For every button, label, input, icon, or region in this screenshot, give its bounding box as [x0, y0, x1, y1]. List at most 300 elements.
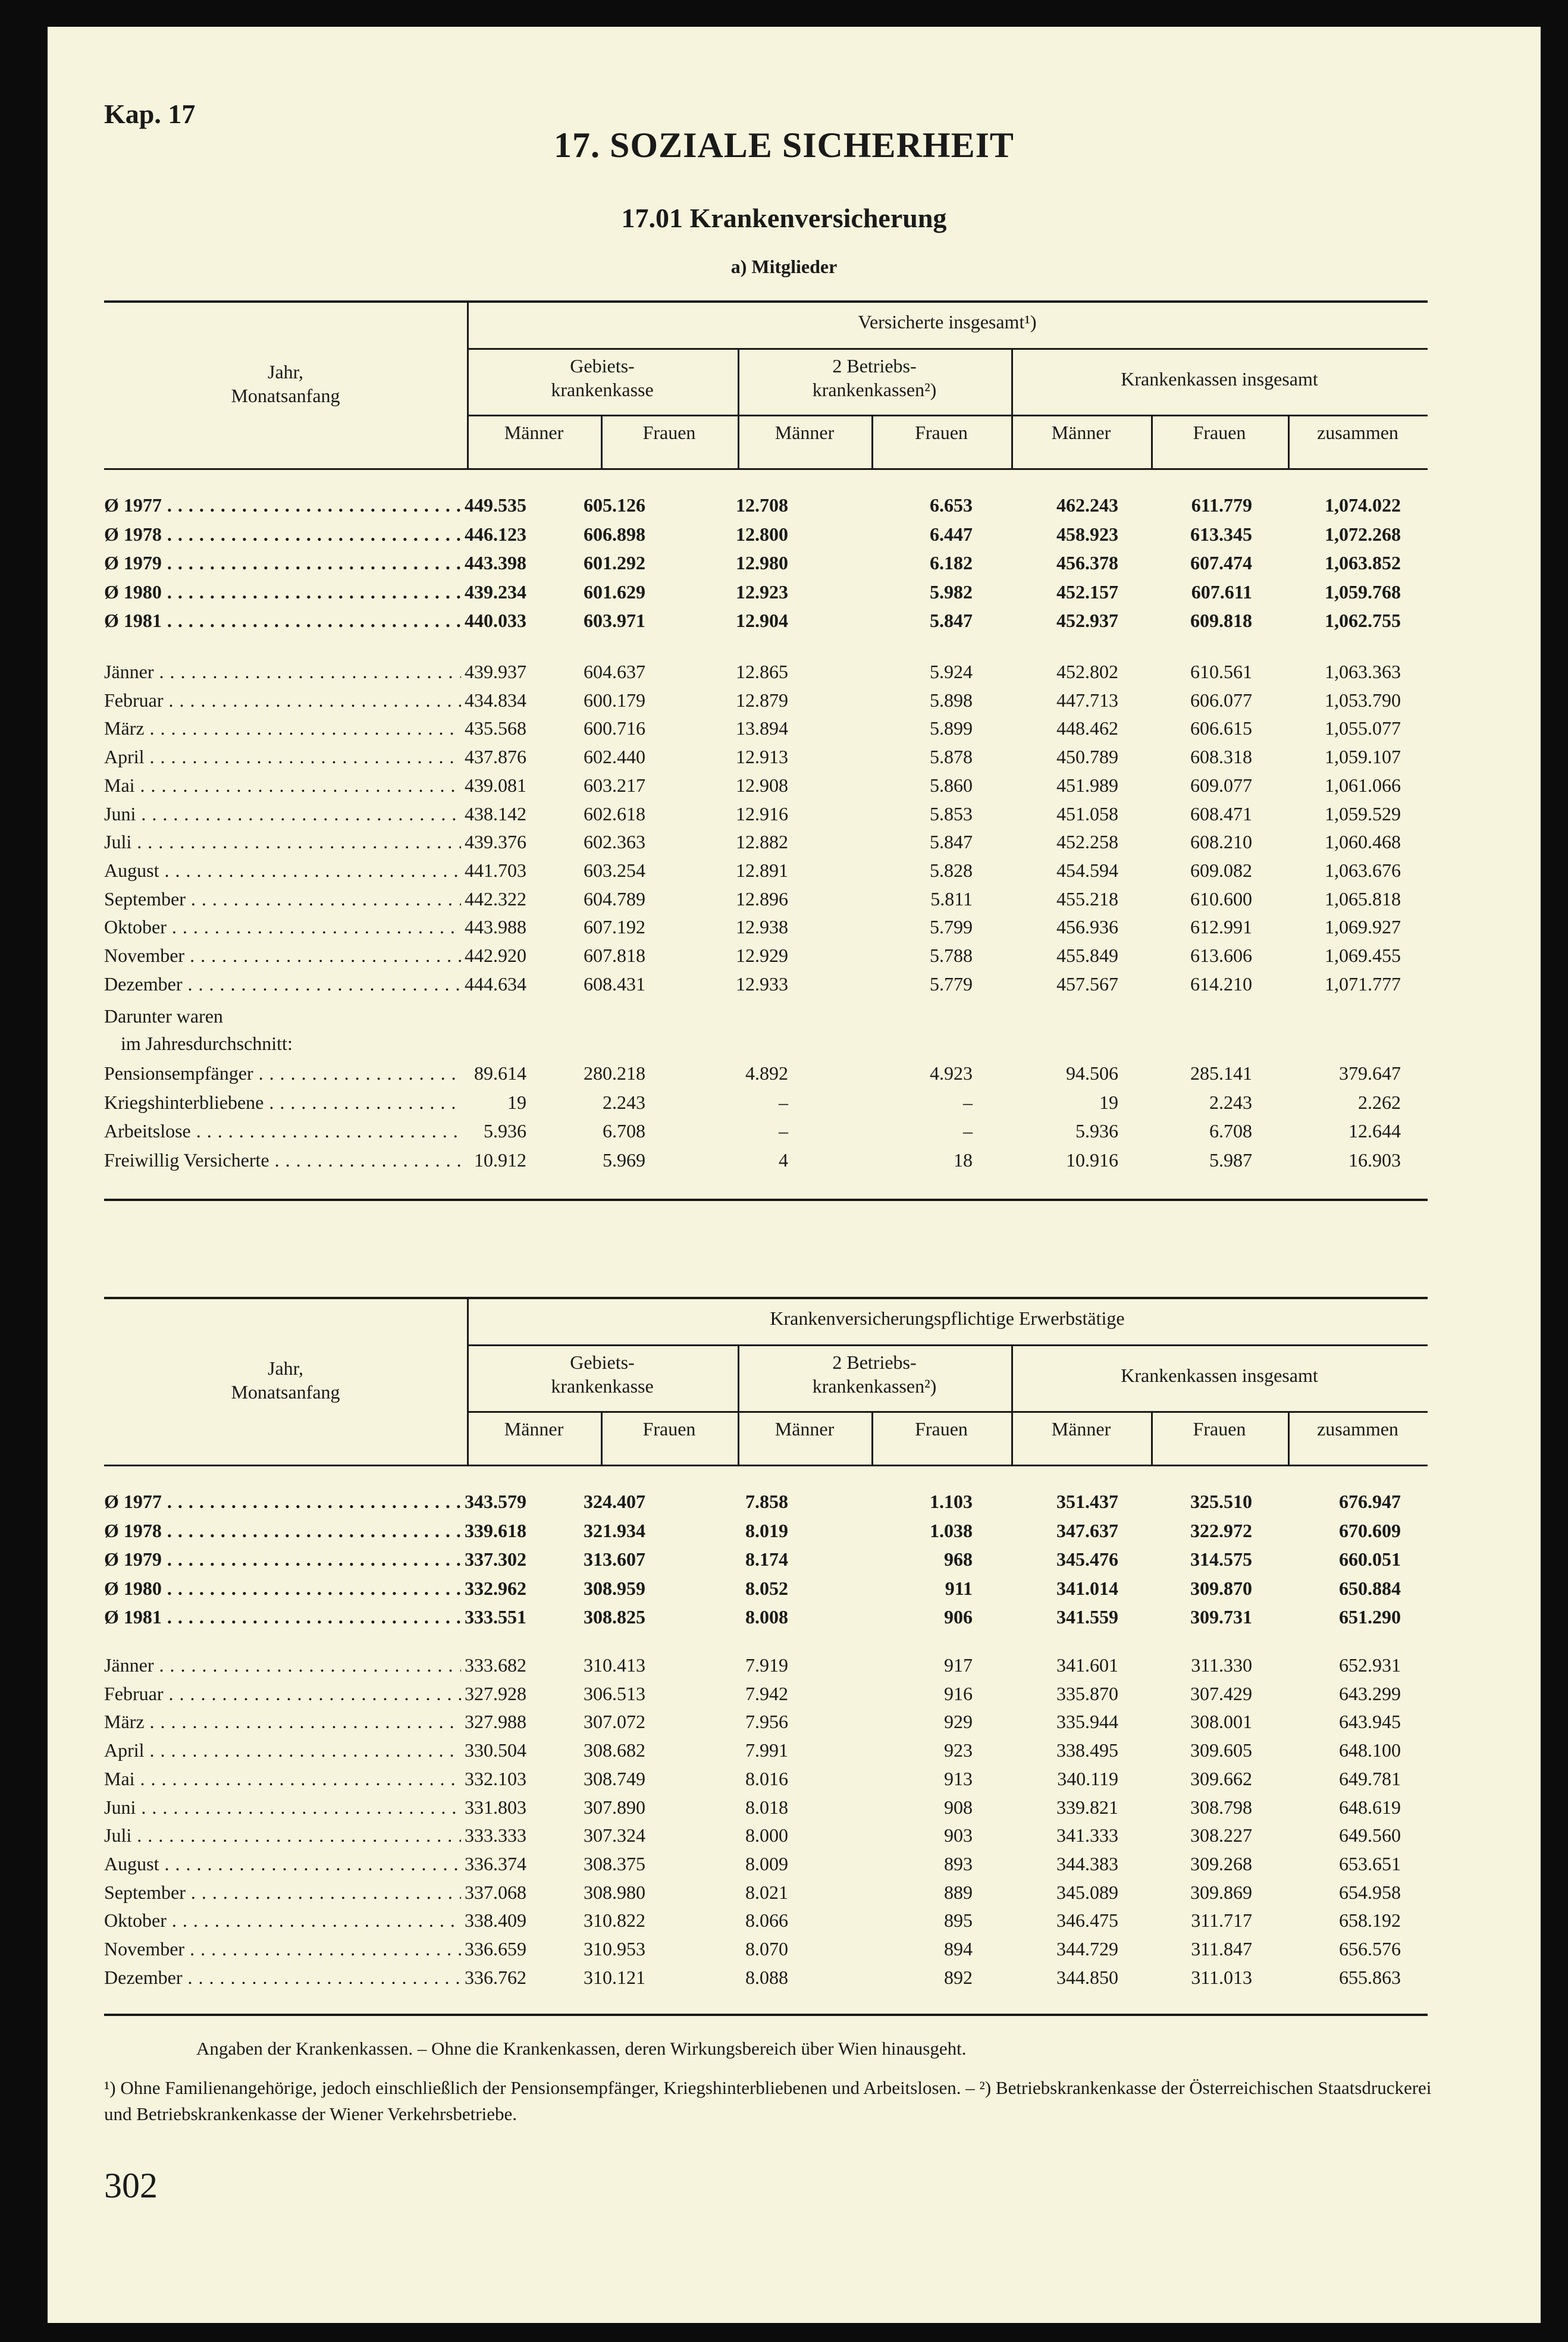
cell-value: 5.982: [930, 581, 973, 603]
cell-value: 601.629: [584, 581, 645, 603]
cell-value: 906: [944, 1606, 973, 1628]
cell-value: 1,069.455: [1325, 945, 1401, 966]
cell-value: 447.713: [1056, 689, 1118, 711]
column-divider: [1288, 415, 1290, 468]
cell-value: 336.659: [465, 1938, 526, 1959]
table-bottom-rule: [104, 2014, 1428, 2016]
cell-value: 332.962: [465, 1577, 526, 1599]
cell-value: 5.779: [930, 973, 973, 995]
cell-value: 8.066: [745, 1910, 788, 1932]
cell-value: 280.218: [584, 1062, 645, 1084]
cell-value: 439.376: [465, 831, 526, 853]
month-row: [104, 970, 1428, 998]
cell-value: 311.717: [1191, 1910, 1252, 1932]
column-header: Frauen: [642, 422, 696, 443]
cell-value: 649.560: [1339, 1824, 1401, 1846]
average-row: [104, 606, 1428, 635]
cell-value: 307.324: [584, 1824, 645, 1846]
column-header: Frauen: [1193, 1418, 1246, 1440]
cell-value: 12.882: [736, 831, 788, 853]
cell-value: 12.929: [736, 945, 788, 966]
cell-value: 457.567: [1056, 973, 1118, 995]
cell-value: 602.440: [584, 746, 645, 768]
column-header: Frauen: [915, 422, 968, 443]
month-row: [104, 1736, 1428, 1764]
column-group-header: [467, 354, 738, 402]
cell-value: 5.969: [603, 1149, 645, 1171]
average-row: [104, 491, 1428, 519]
cell-value: 456.378: [1056, 552, 1118, 573]
cell-value: 10.916: [1066, 1149, 1118, 1171]
subheading-line: Darunter waren: [104, 1005, 223, 1027]
cell-value: 913: [944, 1767, 973, 1789]
cell-value: 308.980: [584, 1881, 645, 1903]
month-row: [104, 800, 1428, 828]
cell-value: 347.637: [1056, 1519, 1118, 1541]
column-group-label: Gebiets-: [570, 355, 635, 377]
cell-value: 333.333: [465, 1824, 526, 1846]
row-label: Ø 1981 . . .: [104, 1603, 461, 1631]
row-label: Februar . . .: [104, 686, 461, 714]
cell-value: 16.903: [1349, 1149, 1401, 1171]
table-top-rule: [104, 1297, 1428, 1299]
cell-value: 916: [944, 1682, 973, 1704]
cell-value: 600.716: [584, 717, 645, 739]
cell-value: 602.363: [584, 831, 645, 853]
cell-value: 1,060.468: [1325, 831, 1401, 853]
column-divider: [1151, 1411, 1153, 1465]
cell-value: 341.559: [1056, 1606, 1118, 1628]
cell-value: 8.088: [745, 1966, 788, 1988]
group-divider: [1011, 1344, 1013, 1465]
month-row: [104, 714, 1428, 742]
month-row: [104, 1793, 1428, 1821]
row-label: November . . .: [104, 941, 461, 970]
cell-value: 12.891: [736, 859, 788, 881]
cell-value: 1.103: [930, 1491, 973, 1512]
cell-value: 889: [944, 1881, 973, 1903]
column-header: Männer: [504, 422, 564, 443]
cell-value: 448.462: [1056, 717, 1118, 739]
group-header: Krankenversicherungspflichtige Erwerbstätige: [770, 1308, 1125, 1329]
cell-value: 339.618: [465, 1519, 526, 1541]
cell-value: 351.437: [1056, 1491, 1118, 1512]
cell-value: 308.001: [1190, 1711, 1252, 1733]
footnote: ¹) Ohne Familienangehörige, jedoch einschließlich der Pensionsempfänger, Kriegshinterbliebenen und Arbeitslosen. – ²) Betriebskrankenkasse der Österreichischen Staatsdruckerei und Betriebskrankenkasse der Wiener Verkehrsbetriebe.: [104, 2077, 1432, 2124]
cell-value: 611.779: [1191, 494, 1252, 516]
section-title: 17.01 Krankenversicherung: [621, 203, 947, 233]
cell-value: 343.579: [465, 1491, 526, 1512]
cell-value: 324.407: [584, 1491, 645, 1512]
column-header: Männer: [774, 422, 835, 443]
cell-value: 1,063.363: [1325, 661, 1401, 682]
cell-value: 439.234: [465, 581, 526, 603]
cell-value: 442.322: [465, 888, 526, 910]
cell-value: 604.637: [584, 661, 645, 682]
cell-value: 4.923: [930, 1062, 973, 1084]
cell-value: 607.192: [584, 916, 645, 938]
cell-value: 333.682: [465, 1654, 526, 1676]
cell-value: –: [779, 1091, 788, 1113]
table-erwerbstaetige: [104, 1297, 1428, 2029]
cell-value: 440.033: [465, 610, 526, 631]
cell-value: 609.077: [1190, 774, 1252, 796]
column-group-label: krankenkassen²): [812, 379, 937, 400]
month-row: [104, 941, 1428, 970]
cell-value: 309.870: [1190, 1577, 1252, 1599]
cell-value: 12.644: [1349, 1120, 1401, 1142]
column-header: Frauen: [1193, 422, 1246, 443]
cell-value: 12.980: [736, 552, 788, 573]
cell-value: 311.330: [1191, 1654, 1252, 1676]
cell-value: 306.513: [584, 1682, 645, 1704]
month-row: [104, 1935, 1428, 1963]
cell-value: 441.703: [465, 859, 526, 881]
row-label: November . . .: [104, 1935, 461, 1963]
cell-value: 8.008: [745, 1606, 788, 1628]
cell-value: 2.243: [1209, 1091, 1252, 1113]
cell-value: 337.068: [465, 1881, 526, 1903]
row-label: Ø 1978 . . .: [104, 520, 461, 548]
cell-value: 1,065.818: [1325, 888, 1401, 910]
cell-value: 308.375: [584, 1852, 645, 1874]
cell-value: 307.072: [584, 1711, 645, 1733]
cell-value: 311.013: [1191, 1966, 1252, 1988]
cell-value: 7.956: [745, 1711, 788, 1733]
cell-value: 5.847: [930, 610, 973, 631]
cell-value: 648.100: [1339, 1739, 1401, 1761]
column-group-header: [1011, 1363, 1428, 1387]
cell-value: 12.800: [736, 523, 788, 545]
cell-value: 8.052: [745, 1577, 788, 1599]
cell-value: 895: [944, 1910, 973, 1932]
cell-value: 600.179: [584, 689, 645, 711]
cell-value: 612.991: [1190, 916, 1252, 938]
cell-value: 308.825: [584, 1606, 645, 1628]
cell-value: 12.908: [736, 774, 788, 796]
cell-value: 19: [507, 1091, 526, 1113]
cell-value: 12.933: [736, 973, 788, 995]
row-header: [104, 360, 467, 407]
cell-value: 648.619: [1339, 1796, 1401, 1818]
cell-value: 608.210: [1190, 831, 1252, 853]
cell-value: 13.894: [736, 717, 788, 739]
cell-value: 608.471: [1190, 802, 1252, 824]
row-label: Ø 1977 . . .: [104, 491, 461, 519]
column-header: zusammen: [1317, 1418, 1398, 1440]
cell-value: 923: [944, 1739, 973, 1761]
cell-value: 1,059.107: [1325, 746, 1401, 768]
row-label: Ø 1980 . . .: [104, 1574, 461, 1603]
average-row: [104, 1516, 1428, 1545]
cell-value: 6.447: [930, 523, 973, 545]
cell-value: 452.937: [1056, 610, 1118, 631]
cell-value: 893: [944, 1852, 973, 1874]
cell-value: 1,055.077: [1325, 717, 1401, 739]
month-row: [104, 1878, 1428, 1907]
row-label: Pensionsempfänger . . .: [104, 1059, 461, 1087]
column-group-label: Gebiets-: [570, 1352, 635, 1373]
cell-value: 643.299: [1339, 1682, 1401, 1704]
cell-value: 285.141: [1190, 1062, 1252, 1084]
table-versicherte: [104, 300, 1428, 1205]
column-group-label: 2 Betriebs-: [832, 355, 917, 377]
cell-value: 308.798: [1190, 1796, 1252, 1818]
column-divider: [601, 1411, 603, 1465]
cell-value: 452.802: [1056, 661, 1118, 682]
column-group-header: [738, 1350, 1011, 1398]
cell-value: 6.708: [603, 1120, 645, 1142]
column-header: Männer: [504, 1418, 564, 1440]
cell-value: 614.210: [1190, 973, 1252, 995]
source-note: Angaben der Krankenkassen. – Ohne die Krankenkassen, deren Wirkungsbereich über Wien hinausgeht.: [196, 2038, 967, 2059]
cell-value: 613.345: [1190, 523, 1252, 545]
cell-value: 308.749: [584, 1767, 645, 1789]
month-row: [104, 1849, 1428, 1878]
cell-value: 12.913: [736, 746, 788, 768]
cell-value: 5.936: [484, 1120, 526, 1142]
cell-value: 439.081: [465, 774, 526, 796]
row-label: Juli . . .: [104, 827, 461, 856]
cell-value: 12.938: [736, 916, 788, 938]
month-row: [104, 1963, 1428, 1992]
cell-value: 660.051: [1339, 1548, 1401, 1570]
cell-value: 89.614: [474, 1062, 526, 1084]
cell-value: 609.818: [1190, 610, 1252, 631]
cell-value: 444.634: [465, 973, 526, 995]
cell-value: 658.192: [1339, 1910, 1401, 1932]
cell-value: 5.788: [930, 945, 973, 966]
month-row: [104, 913, 1428, 941]
cell-value: 379.647: [1339, 1062, 1401, 1084]
cell-value: 451.058: [1056, 802, 1118, 824]
month-row: [104, 1651, 1428, 1679]
cell-value: 309.731: [1190, 1606, 1252, 1628]
cell-value: 341.014: [1056, 1577, 1118, 1599]
column-header: Männer: [774, 1418, 835, 1440]
cell-value: 12.923: [736, 581, 788, 603]
cell-value: 12.879: [736, 689, 788, 711]
average-row: [104, 1603, 1428, 1631]
row-label: Ø 1979 . . .: [104, 548, 461, 577]
cell-value: 7.919: [745, 1654, 788, 1676]
cell-value: 650.884: [1339, 1577, 1401, 1599]
row-label: Februar . . .: [104, 1679, 461, 1708]
group-header: Versicherte insgesamt¹): [858, 311, 1037, 333]
cell-value: 8.016: [745, 1767, 788, 1789]
cell-value: 1,063.852: [1325, 552, 1401, 573]
cell-value: 605.126: [584, 494, 645, 516]
table-top-rule: [104, 300, 1428, 303]
row-label: Ø 1981 . . .: [104, 606, 461, 635]
column-header: Männer: [1051, 1418, 1111, 1440]
column-divider: [1151, 415, 1153, 468]
row-label: Oktober . . .: [104, 1906, 461, 1935]
cell-value: 4.892: [745, 1062, 788, 1084]
cell-value: 5.924: [930, 661, 973, 682]
cell-value: 651.290: [1339, 1606, 1401, 1628]
column-header-rule: [467, 1411, 1428, 1413]
cell-value: –: [779, 1120, 788, 1142]
month-row: [104, 742, 1428, 771]
cell-value: 331.803: [465, 1796, 526, 1818]
cell-value: 5.799: [930, 916, 973, 938]
cell-value: 19: [1099, 1091, 1118, 1113]
average-row: [104, 1545, 1428, 1573]
month-row: [104, 1764, 1428, 1793]
cell-value: 7.858: [745, 1491, 788, 1512]
cell-value: 6.708: [1209, 1120, 1252, 1142]
column-header: Frauen: [642, 1418, 696, 1440]
row-label: Ø 1977 . . .: [104, 1487, 461, 1516]
cell-value: 309.268: [1190, 1852, 1252, 1874]
subheading: [104, 1002, 293, 1057]
cell-value: 670.609: [1339, 1519, 1401, 1541]
cell-value: 442.920: [465, 945, 526, 966]
cell-value: 94.506: [1066, 1062, 1118, 1084]
month-row: [104, 657, 1428, 686]
cell-value: 344.729: [1056, 1938, 1118, 1959]
cell-value: 653.651: [1339, 1852, 1401, 1874]
cell-value: 1,063.676: [1325, 859, 1401, 881]
cell-value: 602.618: [584, 802, 645, 824]
page-number: 302: [104, 2166, 158, 2205]
cell-value: 656.576: [1339, 1938, 1401, 1959]
header-bottom-rule: [104, 468, 1428, 470]
cell-value: 18: [954, 1149, 973, 1171]
month-row: [104, 686, 1428, 714]
row-header: [104, 1356, 467, 1404]
cell-value: 12.865: [736, 661, 788, 682]
cell-value: 1.038: [930, 1519, 973, 1541]
month-row: [104, 856, 1428, 885]
cell-value: 911: [945, 1577, 973, 1599]
column-group-label: 2 Betriebs-: [832, 1352, 917, 1373]
row-label: September . . .: [104, 1878, 461, 1907]
cell-value: 309.662: [1190, 1767, 1252, 1789]
cell-value: 309.869: [1190, 1881, 1252, 1903]
extra-row: [104, 1146, 1428, 1174]
column-group-header: [738, 354, 1011, 402]
row-header-label: Monatsanfang: [231, 1381, 340, 1403]
cell-value: 1,062.755: [1325, 610, 1401, 631]
cell-value: 10.912: [474, 1149, 526, 1171]
row-header-label: Monatsanfang: [231, 385, 340, 406]
extra-row: [104, 1117, 1428, 1145]
cell-value: 338.409: [465, 1910, 526, 1932]
cell-value: 308.682: [584, 1739, 645, 1761]
cell-value: 335.944: [1056, 1711, 1118, 1733]
cell-value: –: [963, 1091, 973, 1113]
cell-value: 450.789: [1056, 746, 1118, 768]
cell-value: 446.123: [465, 523, 526, 545]
cell-value: 606.077: [1190, 689, 1252, 711]
cell-value: 332.103: [465, 1767, 526, 1789]
row-label: Arbeitslose . . .: [104, 1117, 461, 1145]
cell-value: 435.568: [465, 717, 526, 739]
cell-value: 5.811: [930, 888, 973, 910]
row-header-label: Jahr,: [267, 1357, 304, 1379]
cell-value: 455.218: [1056, 888, 1118, 910]
cell-value: 451.989: [1056, 774, 1118, 796]
cell-value: 340.119: [1057, 1767, 1118, 1789]
cell-value: 903: [944, 1824, 973, 1846]
cell-value: 5.936: [1075, 1120, 1118, 1142]
month-row: [104, 1679, 1428, 1708]
cell-value: 309.605: [1190, 1739, 1252, 1761]
chapter-label: Kap. 17: [104, 99, 196, 129]
cell-value: 345.476: [1056, 1548, 1118, 1570]
column-group-header: [1011, 367, 1428, 391]
row-label: April . . .: [104, 742, 461, 771]
column-divider: [871, 1411, 873, 1465]
header-bottom-rule: [104, 1465, 1428, 1466]
row-label: Mai . . .: [104, 771, 461, 800]
cell-value: 607.474: [1190, 552, 1252, 573]
cell-value: 439.937: [465, 661, 526, 682]
cell-value: 452.258: [1056, 831, 1118, 853]
cell-value: 5.899: [930, 717, 973, 739]
cell-value: 341.333: [1056, 1824, 1118, 1846]
month-row: [104, 885, 1428, 913]
cell-value: 1,074.022: [1325, 494, 1401, 516]
cell-value: 307.429: [1190, 1682, 1252, 1704]
cell-value: 2.262: [1358, 1091, 1401, 1113]
row-label: August . . .: [104, 856, 461, 885]
cell-value: 5.828: [930, 859, 973, 881]
column-group-label: Krankenkassen insgesamt: [1121, 368, 1318, 390]
column-group-label: krankenkasse: [551, 379, 654, 400]
cell-value: 327.988: [465, 1711, 526, 1733]
cell-value: 6.182: [930, 552, 973, 573]
cell-value: 339.821: [1056, 1796, 1118, 1818]
cell-value: 613.606: [1190, 945, 1252, 966]
average-row: [104, 578, 1428, 606]
cell-value: 606.615: [1190, 717, 1252, 739]
row-label: Ø 1979 . . .: [104, 1545, 461, 1573]
cell-value: 652.931: [1339, 1654, 1401, 1676]
cell-value: 12.916: [736, 802, 788, 824]
cell-value: 604.789: [584, 888, 645, 910]
cell-value: 443.988: [465, 916, 526, 938]
cell-value: 607.611: [1191, 581, 1252, 603]
cell-value: 1,072.268: [1325, 523, 1401, 545]
cell-value: 8.174: [745, 1548, 788, 1570]
cell-value: 5.853: [930, 802, 973, 824]
cell-value: 308.959: [584, 1577, 645, 1599]
cell-value: 333.551: [465, 1606, 526, 1628]
cell-value: 5.847: [930, 831, 973, 853]
cell-value: 603.254: [584, 859, 645, 881]
column-group-header: [467, 1350, 738, 1398]
cell-value: 434.834: [465, 689, 526, 711]
cell-value: 654.958: [1339, 1881, 1401, 1903]
cell-value: 344.850: [1056, 1966, 1118, 1988]
column-header: Frauen: [915, 1418, 968, 1440]
cell-value: 917: [944, 1654, 973, 1676]
row-label: Juli . . .: [104, 1821, 461, 1849]
cell-value: 5.898: [930, 689, 973, 711]
cell-value: 314.575: [1190, 1548, 1252, 1570]
month-row: [104, 1707, 1428, 1736]
extra-row: [104, 1088, 1428, 1117]
row-label: Oktober . . .: [104, 913, 461, 941]
cell-value: 443.398: [465, 552, 526, 573]
group-header-rule: [467, 1344, 1428, 1346]
cell-value: 8.019: [745, 1519, 788, 1541]
row-label: Freiwillig Versicherte . . .: [104, 1146, 461, 1174]
cell-value: 346.475: [1056, 1910, 1118, 1932]
